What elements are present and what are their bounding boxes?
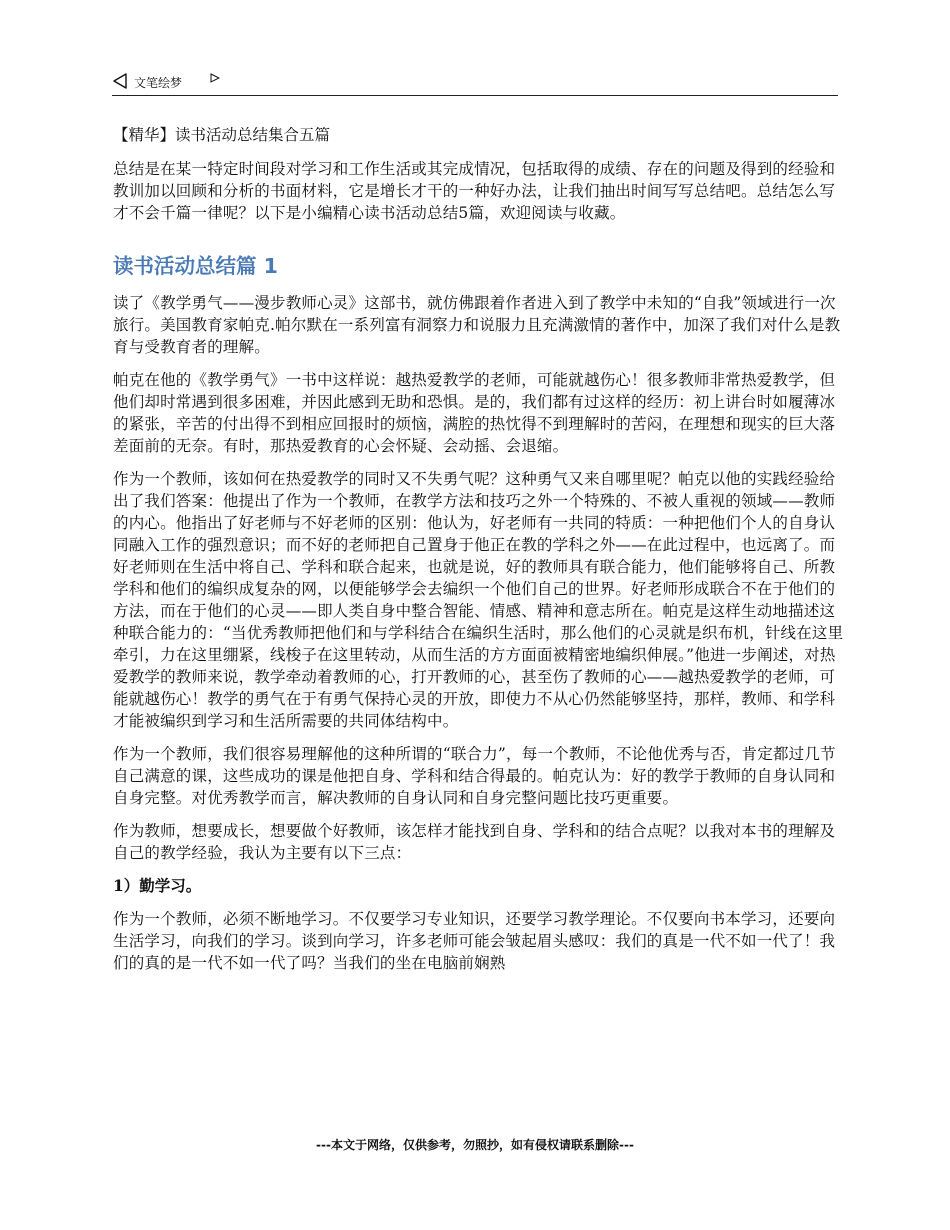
brand-name: 文笔绘梦 xyxy=(134,76,183,90)
paragraph: 作为教师，想要成长，想要做个好教师，该怎样才能找到自身、学科和的结合点呢？以我对本书的理解及自己的教学经验，我认为主要有以下三点： xyxy=(113,822,836,862)
document-title: 【精华】读书活动总结集合五篇 xyxy=(113,126,331,144)
section-heading: 读书活动总结篇 1 xyxy=(113,254,278,278)
paragraph: 作为一个教师，该如何在热爱教学的同时又不失勇气呢？这种勇气又来自哪里呢？帕克以他的实践经验给出了我们答案：他提出了作为一个教师，在教学方法和技巧之外一个特殊的、不被人重视的领域——教师的内心。他指出了好老师与不好老师的区别：他认为，好老师有一共同的特质：一种把他们个人的自身认同融入工作的强烈意识；而不好的老师把自己置身于他正在教的学科之外——在此过程中，也远离了。而好老师则在生活中将自己、学科和联合起来，也就是说，好的教师具有联合能力，他们能够将自己、所教学科和他们的编织成复杂的网，以便能够学会去编织一个他们自己的世界。好老师形成联合不在于他们的方法，而在于他们的心灵——即人类自身中整合智能、情感、精神和意志所在。帕克是这样生动地描述这种联合能力的：“当优秀教师把他们和与学科结合在编织生活时，那么他们的心灵就是织布机，针线在这里牵引，力在这里绷紧，线梭子在这里转动，从而生活的方方面面被精密地编织伸展。”他进一步阐述，对热爱教学的教师来说，教学牵动着教师的心，打开教师的心，甚至伤了教师的心——越热爱教学的老师，可能就越伤心！教学的勇气在于有勇气保持心灵的开放，即使力不从心仍然能够坚持，那样，教师、和学科才能被编织到学习和生活所需要的共同体结构中。 xyxy=(113,470,844,730)
footer-disclaimer: ---本文于网络，仅供参考，勿照抄，如有侵权请联系删除--- xyxy=(316,1138,634,1152)
paragraph: 读了《教学勇气——漫步教师心灵》这部书，就仿佛跟着作者进入到了教学中未知的“自我”领域进行一次旅行。美国教育家帕克.帕尔默在一系列富有洞察力和说服力且充满激情的著作中，加深了我们对什么是教育与受教育者的理解。 xyxy=(113,294,841,356)
back-arrow-icon[interactable] xyxy=(112,73,128,89)
play-icon[interactable] xyxy=(210,73,220,83)
page-header xyxy=(112,70,838,96)
paragraph: 作为一个教师，必须不断地学习。不仅要学习专业知识，还要学习教学理论。不仅要向书本学习，还要向生活学习，向我们的学习。谈到向学习，许多老师可能会皱起眉头感叹：我们的真是一代不如一代了！我们的真的是一代不如一代了吗？当我们的坐在电脑前娴熟 xyxy=(113,910,836,972)
subheading: 1）勤学习。 xyxy=(113,876,202,895)
document-body xyxy=(113,124,850,985)
intro-paragraph: 总结是在某一特定时间段对学习和工作生活或其完成情况，包括取得的成绩、存在的问题及得到的经验和教训加以回顾和分析的书面材料，它是增长才干的一种好办法，让我们抽出时间写写总结吧。总结怎么写才不会千篇一律呢？以下是小编精心读书活动总结5篇，欢迎阅读与收藏。 xyxy=(113,160,836,222)
paragraph: 帕克在他的《教学勇气》一书中这样说：越热爱教学的老师，可能就越伤心！很多教师非常热爱教学，但他们却时常遇到很多困难，并因此感到无助和恐惧。是的，我们都有过这样的经历：初上讲台时如履薄冰的紧张，辛苦的付出得不到相应回报时的烦恼，满腔的热忱得不到理解时的苦闷，在理想和现实的巨大落差面前的无奈。有时，那热爱教育的心会怀疑、会动摇、会退缩。 xyxy=(113,371,836,455)
paragraph: 作为一个教师，我们很容易理解他的这种所谓的“联合力”，每一个教师，不论他优秀与否，肯定都过几节自己满意的课，这些成功的课是他把自身、学科和结合得最的。帕克认为：好的教学于教师的自身认同和自身完整。对优秀教学而言，解决教师的自身认同和自身完整问题比技巧更重要。 xyxy=(113,745,836,807)
